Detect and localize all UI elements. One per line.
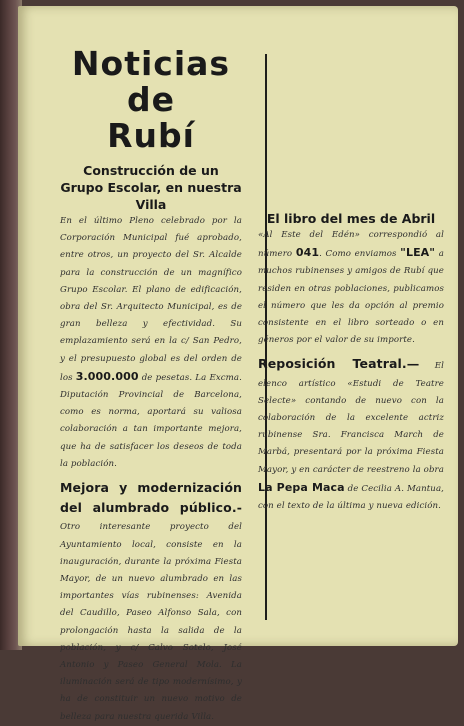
alumbrado-heading: Mejora y modernización del alumbrado público.- [60,480,242,516]
reposicion-text-2: de Cecilia A. Mantua, con el texto de la última y nueva edición. [258,483,444,512]
title-line-1: Noticias de [71,44,231,119]
libro-lea: "LEA" [400,246,436,260]
alumbrado-body: Otro interesante proyecto del Ayuntamiento local, consiste en la inauguración, durante la próxima Fiesta Mayor, de un nuevo alumbrado en las importantes vías rubinenses: Avenida del Caudillo, Paseo Alfonso Sala, con prolongación hasta la salida de la población, y c/ Calvo Sotelo, José Antonio y Paseo General Mola. La iluminación será de tipo modernísimo, y ha de constituir un nuevo motivo de belleza para nuestra querida Villa. [60,522,242,722]
libro-heading: El libro del mes de Abril [266,211,436,226]
left-column [60,46,242,726]
construccion-heading: Construcción de un Grupo Escolar, en nuestra Villa [60,163,242,212]
title-line-2: Rubí [107,116,195,155]
libro-text-1: «Al Este del Edén» correspondió al número [258,230,444,260]
construccion-amount: 3.000.000 [75,369,139,383]
libro-number: 041 [295,246,320,260]
libro-text [258,227,444,349]
page-title [60,46,242,154]
alumbrado-text [60,479,242,726]
construccion-text [60,213,242,473]
libro-text-2: . Como enviamos [319,249,397,260]
reposicion-text-1: El elenco artístico «Estudi de Teatre Selecte» contando de nuevo con la colaboración de la excelente actriz rubinense Sra. Francisca March de Marbá, presentará por la próxima Fiesta Mayor, y en carácter de reestreno la obra [258,361,444,475]
right-column [258,40,444,515]
construccion-text-post: de pesetas. La Excma. Diputación Provincial de Barcelona, como es norma, aportará su valiosa colaboración a tan importante mejora, que ha de satisfacer los deseos de toda la población. [60,372,242,469]
reposicion-play: La Pepa Maca [258,480,345,494]
construccion-text-pre: En el último Pleno celebrado por la Corporación Municipal fué aprobado, entre otros, un proyecto del Sr. Alcalde para la construcción de un magnífico Grupo Escolar. El plano de edificación, obra del Sr. Arquitecto Municipal, es de gran belleza y efectividad. Su emplazamiento será en la c/ San Pedro, y el presupuesto global es del orden de los [60,216,242,383]
libro-text-3: a muchos rubinenses y amigos de Rubí que residen en otras poblaciones, publicamos el número que les da opción al premio consistente en el libro sorteado o en géneros por el valor de su importe. [258,249,444,346]
reposicion-heading: Reposición Teatral.— [258,356,420,372]
reposicion-text [258,355,444,515]
